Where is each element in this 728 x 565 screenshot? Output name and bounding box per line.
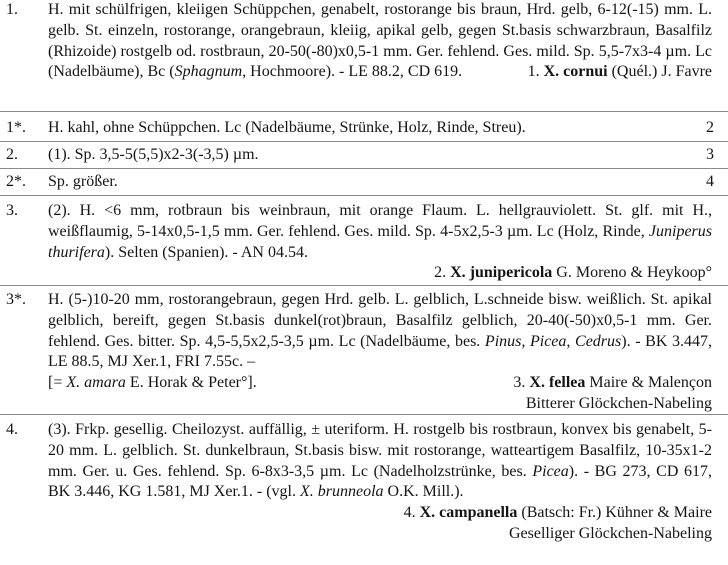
key-entry-2 — [0, 145, 728, 166]
species-result: 1. X. cornui (Quél.) J. Favre — [527, 63, 712, 81]
entry-description: (2). H. <6 mm, rotbraun bis weinbraun, mit orange Flaum. L. hellgrauviolett. St. glf. mit H., weißflaumig, 5-14x0,5-1,5 mm. Ger. fehlend. Ges. mild. Sp. 4-5x2,5-3 µm. Lc (Holz, Rinde, Juniperus thurifera). Selten (Spanien). - AN 04.54. — [48, 202, 712, 261]
lead-to-number: 3 — [706, 146, 714, 163]
species-name: X. junipericola — [450, 264, 553, 282]
common-name: Bitterer Glöckchen-Nabeling — [525, 394, 712, 412]
couplet-number: 3*. — [6, 291, 26, 308]
couplet-number: 1*. — [6, 119, 26, 136]
species-result: 2. X. junipericola G. Moreno & Heykoop° — [434, 264, 712, 282]
species-name: X. cornui — [543, 63, 608, 81]
couplet-number: 2*. — [6, 173, 26, 190]
entry-description: H. mit schülfrigen, kleiigen Schüppchen, genabelt, rostorange bis braun, Hrd. gelb, 6-12(-15) mm. L. gelb. St. einzeln, rostorange, orangebraun, kleiig, apikal gelb, gegen St.basis schwarzbraun, Basalfilz (Rhizoide) rostgelb od. rostbraun, 20-50(-80)x0,5-1 mm. Ger. fehlend. Ges. mild. Sp. 5,5-7x3-4 µm. Lc (Nadelbäume), Bc (Sphagnum, Hochmoore). - LE 88.2, CD 619. — [48, 1, 712, 81]
species-author: (Batsch: Fr.) Kühner & Maire — [521, 504, 712, 522]
entry-description: (3). Frkp. gesellig. Cheilozyst. auffällig, ± uteriform. H. rostgelb bis rostbraun, konvex bis genabelt, 5-20 mm. L. gelblich. St. dunkelbraun, St.basis bisw. mit rostorange, watteartigem Basalfilz, 10-35x1-2 mm. Ger. u. Ges. fehlend. Sp. 6-8x3-3,5 µm. Lc (Nadelholzstrünke, bes. Picea). - BG 273, CD 617, BK 3.446, KG 1.581, MJ Xer.1. - (vgl. X. brunneola O.K. Mill.). — [48, 421, 713, 501]
couplet-number: 1. — [6, 1, 18, 18]
species-result: 4. X. campanella (Batsch: Fr.) Kühner & Maire — [403, 504, 712, 522]
key-entry-4 — [0, 420, 728, 545]
entry-divider — [0, 141, 728, 142]
couplet-number: 2. — [6, 146, 18, 163]
entry-divider — [0, 195, 728, 196]
entry-description: (1). Sp. 3,5-5(5,5)x2-3(-3,5) µm. — [48, 146, 259, 163]
entry-description: H. (5-)10-20 mm, rostorangebraun, gegen Hrd. gelb. L. gelblich, L.schneide bisw. weißlich. St. apikal gelblich, bereift, gegen St.basis dunkel(rot)braun, Basalfilz gelblich, 20-40(-50)x0,5-1 mm. Ger. fehlend. Ges. bitter. Sp. 4,5-5,5x2,5-3,5 µm. Lc (Nadelbäume, bes. Pinus, Picea, Cedrus). - BK 3.447, LE 88.5, MJ Xer.1, FRI 7.55c. – — [48, 291, 713, 371]
species-name: X. fellea — [529, 374, 586, 392]
entry-description: Sp. größer. — [48, 173, 118, 190]
species-author: (Quél.) J. Favre — [611, 63, 712, 81]
entry-divider — [0, 168, 728, 169]
key-entry-2b — [0, 172, 728, 193]
entry-divider — [0, 111, 728, 112]
synonym: [= X. amara E. Horak & Peter°]. — [48, 374, 257, 392]
key-entry-1 — [0, 0, 728, 83]
common-name: Geselliger Glöckchen-Nabeling — [508, 524, 712, 542]
entry-description: H. kahl, ohne Schüppchen. Lc (Nadelbäume, Strünke, Holz, Rinde, Streu). — [48, 119, 526, 136]
entry-divider — [0, 414, 728, 415]
entry-divider — [0, 285, 728, 286]
species-author: Maire & Malençon — [589, 374, 712, 392]
key-entry-3b — [0, 290, 728, 415]
key-entry-3 — [0, 201, 728, 284]
lead-to-number: 4 — [706, 173, 714, 190]
couplet-number: 3. — [6, 202, 18, 219]
key-entry-1b — [0, 118, 728, 139]
species-result: [= X. amara E. Horak & Peter°]. 3. X. fellea Maire & Malençon — [48, 374, 712, 392]
species-author: G. Moreno & Heykoop° — [556, 264, 712, 282]
couplet-number: 4. — [6, 421, 18, 438]
species-name: X. campanella — [419, 504, 518, 522]
lead-to-number: 2 — [706, 119, 714, 136]
